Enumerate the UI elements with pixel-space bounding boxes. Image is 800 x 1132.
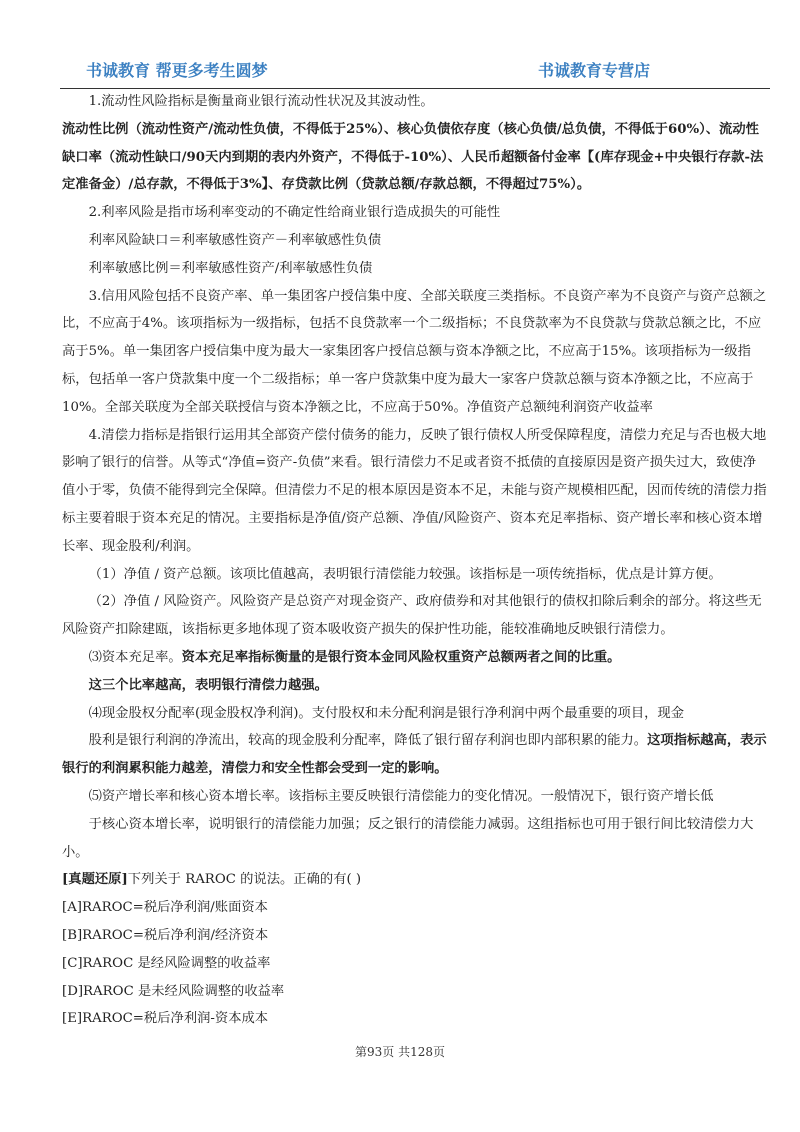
para-net-worth-risk: （2）净值 / 风险资产。风险资产是总资产对现金资产、政府债券和对其他银行的债权扣除后剩余的部分。将这些无风险资产扣除建瓯，该指标更多地体现了资本吸收资产损失的保护性功能，能较准确地反映银行清偿力。: [62, 594, 762, 638]
para-interest-risk: 2.利率风险是指市场利率变动的不确定性给商业银行造成损失的可能性: [88, 205, 501, 221]
para-gap-formula: 利率风险缺口＝利率敏感性资产－利率敏感性负债: [88, 232, 382, 248]
para-dividend-effect: [62, 727, 768, 783]
para-liquidity-ratios: 流动性比例（流动性资产/流动性负债，不得低于25%）、核心负债依存度（核心负债/总负债，不得低于60%）、流动性缺口率（流动性缺口/90天内到期的表内外资产，不得低于-10%）、人民币超额备付金率【(库存现金+中央银行存款-法定准备金）/总存款，不得低于3%】、存贷款比例（贷款总额/存款总额，不得超过75%）。: [62, 121, 764, 193]
para-capital-adequacy: [62, 644, 768, 672]
option-a: [A]RAROC=税后净利润/账面资本: [62, 900, 268, 916]
option-b: [B]RAROC=税后净利润/经济资本: [62, 927, 269, 943]
question-tag: [真题还原]: [62, 872, 128, 888]
capital-adequacy-label: ⑶资本充足率。: [88, 649, 182, 665]
para-liquidity-risk: 1.流动性风险指标是衡量商业银行流动性状况及其波动性。: [88, 94, 434, 109]
page-body: [62, 88, 768, 1033]
para-three-ratios: 这三个比率越高，表明银行清偿力越强。: [88, 677, 328, 693]
question-text: 下列关于 RAROC 的说法。正确的有( ): [127, 872, 362, 888]
dividend-effect-text: 股利是银行利润的净流出，较高的现金股利分配率，降低了银行留存利润也即内部积累的能力。: [88, 733, 648, 749]
header-right-store: 书诚教育专营店: [537, 61, 650, 80]
para-dividend-ratio: ⑷现金股权分配率(现金股权净利润)。支付股权和未分配利润是银行净利润中两个最重要的项目，现金: [88, 705, 685, 721]
option-d: [D]RAROC 是未经风险调整的收益率: [62, 983, 285, 999]
capital-adequacy-def: 资本充足率指标衡量的是银行资本金同风险权重资产总额两者之间的比重。: [181, 649, 621, 665]
para-growth-rate: ⑸资产增长率和核心资本增长率。该指标主要反映银行清偿能力的变化情况。一般情况下，银行资产增长低: [88, 788, 714, 804]
para-net-worth-assets: （1）净值 / 资产总额。该项比值越高，表明银行清偿能力较强。该指标是一项传统指标，优点是计算方便。: [88, 566, 722, 582]
page-footer: 第93页 共128页: [355, 1045, 445, 1059]
header-left-slogan: 书诚教育 帮更多考生圆梦: [86, 61, 268, 80]
dividend-effect-bold: 这项指标越高，表示银行的利润累积能力越差，清偿力和安全性都会受到一定的影响。: [62, 733, 767, 777]
para-solvency: 4.清偿力指标是指银行运用其全部资产偿付债务的能力，反映了银行债权人所受保障程度，清偿力充足与否也极大地影响了银行的信誉。从等式“净值=资产-负债”来看。银行清偿力不足或者资不抵债的直接原因是资产损失过大，致使净值小于零，负债不能得到完全保障。但清偿力不足的根本原因是资本不足，未能与资产规模相匹配，因而传统的清偿力指标主要着眼于资本充足的情况。主要指标是净值/资产总额、净值/风险资产、资本充足率指标、资产增长率和核心资本增长率、现金股利/利润。: [62, 427, 767, 554]
para-ratio-formula: 利率敏感比例＝利率敏感性资产/利率敏感性负债: [88, 260, 373, 276]
para-credit-risk: 3.信用风险包括不良资产率、单一集团客户授信集中度、全部关联度三类指标。不良资产率为不良资产与资产总额之比，不应高于4%。该项指标为一级指标，包括不良贷款率一个二级指标；不良贷款率为不良贷款与贷款总额之比，不应高于5%。单一集团客户授信集中度为最大一家集团客户授信总额与资本净额之比，不应高于15%。该项指标为一级指标，包括单一客户贷款集中度一个二级指标；单一客户贷款集中度为最大一家客户贷款总额与资本净额之比，不应高于10%。全部关联度为全部关联授信与资本净额之比，不应高于50%。净值资产总额纯利润资产收益率: [62, 288, 767, 415]
question: [62, 866, 768, 894]
page-header: [60, 58, 770, 89]
option-e: [E]RAROC=税后净利润-资本成本: [62, 1011, 269, 1027]
option-c: [C]RAROC 是经风险调整的收益率: [62, 955, 271, 971]
para-growth-effect: 于核心资本增长率，说明银行的清偿能力加强；反之银行的清偿能力减弱。这组指标也可用于银行间比较清偿力大小。: [62, 816, 754, 860]
